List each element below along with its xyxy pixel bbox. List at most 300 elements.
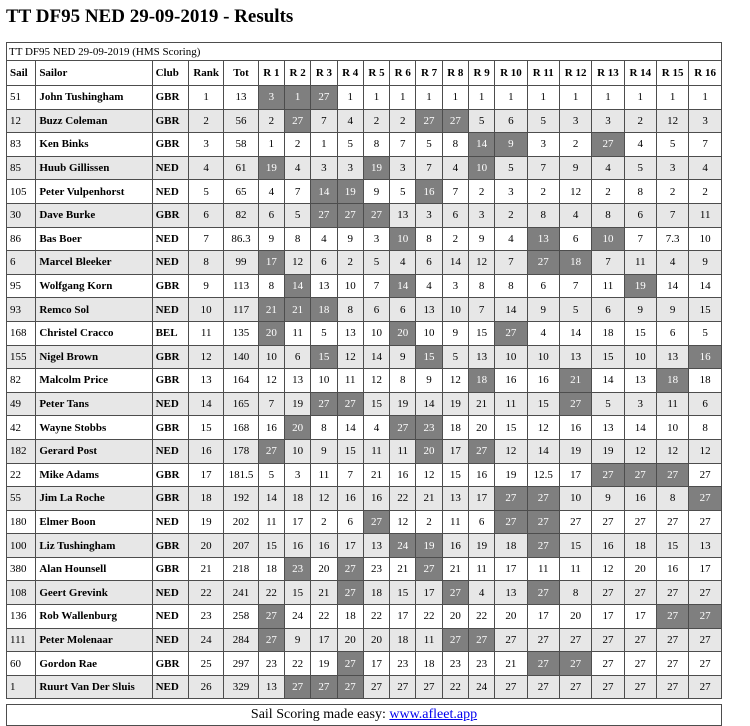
race-score: 27 xyxy=(559,510,591,534)
race-score: 7 xyxy=(592,251,624,275)
race-score: 10 xyxy=(656,416,688,440)
race-score: 13 xyxy=(416,298,442,322)
club-cell: BEL xyxy=(152,321,188,345)
race-score: 8 xyxy=(656,487,688,511)
race-score: 5 xyxy=(689,321,722,345)
table-row xyxy=(7,86,722,110)
table-row xyxy=(7,416,722,440)
race-score-discarded: 27 xyxy=(442,109,468,133)
total-cell: 65 xyxy=(224,180,258,204)
club-cell: GBR xyxy=(152,534,188,558)
column-header: R 3 xyxy=(311,61,337,86)
race-score: 7.3 xyxy=(656,227,688,251)
total-cell: 297 xyxy=(224,652,258,676)
race-score: 7 xyxy=(689,133,722,157)
race-score: 17 xyxy=(495,557,527,581)
race-score: 7 xyxy=(656,203,688,227)
race-score: 9 xyxy=(337,227,363,251)
race-score: 1 xyxy=(258,133,284,157)
race-score: 20 xyxy=(442,605,468,629)
race-score-discarded: 27 xyxy=(416,109,442,133)
race-score-discarded: 16 xyxy=(416,180,442,204)
race-score-discarded: 15 xyxy=(416,345,442,369)
sailor-cell: Ruurt Van Der Sluis xyxy=(36,675,152,699)
club-cell: NED xyxy=(152,581,188,605)
total-cell: 192 xyxy=(224,487,258,511)
race-score: 27 xyxy=(592,628,624,652)
race-score: 9 xyxy=(416,369,442,393)
race-score: 2 xyxy=(416,510,442,534)
race-score: 6 xyxy=(495,109,527,133)
table-row xyxy=(7,557,722,581)
race-score-discarded: 19 xyxy=(624,274,656,298)
race-score: 9 xyxy=(559,156,591,180)
race-score-discarded: 27 xyxy=(624,463,656,487)
race-score: 17 xyxy=(390,605,416,629)
race-score: 7 xyxy=(416,156,442,180)
total-cell: 135 xyxy=(224,321,258,345)
race-score: 5 xyxy=(311,321,337,345)
race-score: 14 xyxy=(337,416,363,440)
rank-cell: 9 xyxy=(188,274,223,298)
race-score-discarded: 27 xyxy=(337,557,363,581)
table-row xyxy=(7,274,722,298)
race-score: 12 xyxy=(656,109,688,133)
race-score: 13 xyxy=(363,534,389,558)
race-score: 4 xyxy=(592,156,624,180)
race-score: 21 xyxy=(390,557,416,581)
table-row xyxy=(7,345,722,369)
race-score: 19 xyxy=(390,392,416,416)
table-row xyxy=(7,369,722,393)
race-score-discarded: 17 xyxy=(258,251,284,275)
table-row xyxy=(7,652,722,676)
race-score: 8 xyxy=(559,581,591,605)
race-score: 22 xyxy=(311,605,337,629)
footer-cell xyxy=(7,705,722,726)
column-header: R 13 xyxy=(592,61,624,86)
race-score: 6 xyxy=(624,203,656,227)
club-cell: NED xyxy=(152,392,188,416)
race-score-discarded: 27 xyxy=(656,605,688,629)
race-score: 10 xyxy=(442,298,468,322)
race-score: 27 xyxy=(656,652,688,676)
total-cell: 58 xyxy=(224,133,258,157)
race-score: 1 xyxy=(442,86,468,110)
race-score: 8 xyxy=(624,180,656,204)
sailor-cell: Peter Tans xyxy=(36,392,152,416)
race-score: 4 xyxy=(624,133,656,157)
total-cell: 258 xyxy=(224,605,258,629)
race-score: 27 xyxy=(592,652,624,676)
race-score: 12 xyxy=(363,369,389,393)
race-score: 11 xyxy=(416,628,442,652)
race-score: 19 xyxy=(468,534,494,558)
total-cell: 241 xyxy=(224,581,258,605)
column-header: R 2 xyxy=(285,61,311,86)
race-score: 27 xyxy=(689,463,722,487)
race-score: 20 xyxy=(363,628,389,652)
race-score-discarded: 27 xyxy=(592,133,624,157)
race-score: 17 xyxy=(311,628,337,652)
race-score: 15 xyxy=(656,534,688,558)
column-header: R 8 xyxy=(442,61,468,86)
race-score: 14 xyxy=(363,345,389,369)
race-score-discarded: 10 xyxy=(592,227,624,251)
race-score: 27 xyxy=(495,628,527,652)
race-score: 16 xyxy=(468,463,494,487)
race-score: 27 xyxy=(592,581,624,605)
total-cell: 61 xyxy=(224,156,258,180)
race-score: 10 xyxy=(527,345,559,369)
race-score: 14 xyxy=(592,369,624,393)
race-score: 7 xyxy=(311,109,337,133)
race-score-discarded: 14 xyxy=(390,274,416,298)
race-score: 16 xyxy=(363,487,389,511)
rank-cell: 8 xyxy=(188,251,223,275)
race-score: 16 xyxy=(311,534,337,558)
race-score: 27 xyxy=(559,675,591,699)
rank-cell: 15 xyxy=(188,416,223,440)
rank-cell: 2 xyxy=(188,109,223,133)
race-score: 6 xyxy=(442,203,468,227)
race-score: 17 xyxy=(527,605,559,629)
race-score-discarded: 27 xyxy=(468,628,494,652)
race-score: 8 xyxy=(258,274,284,298)
race-score: 27 xyxy=(624,581,656,605)
race-score-discarded: 27 xyxy=(527,487,559,511)
table-row xyxy=(7,534,722,558)
total-cell: 181.5 xyxy=(224,463,258,487)
race-score-discarded: 27 xyxy=(337,392,363,416)
footer-text: Sail Scoring made easy: xyxy=(250,707,390,722)
race-score-discarded: 10 xyxy=(390,227,416,251)
race-score: 5 xyxy=(495,156,527,180)
race-score: 17 xyxy=(624,605,656,629)
race-score-discarded: 27 xyxy=(592,463,624,487)
race-score-discarded: 18 xyxy=(468,369,494,393)
race-score: 6 xyxy=(689,392,722,416)
race-score: 2 xyxy=(656,180,688,204)
club-cell: GBR xyxy=(152,463,188,487)
sail-cell: 30 xyxy=(7,203,36,227)
column-header: Sailor xyxy=(36,61,152,86)
race-score: 27 xyxy=(495,675,527,699)
sail-cell: 85 xyxy=(7,156,36,180)
race-score: 27 xyxy=(624,675,656,699)
race-score: 7 xyxy=(285,180,311,204)
race-score: 20 xyxy=(624,557,656,581)
race-score: 21 xyxy=(468,392,494,416)
column-header: R 1 xyxy=(258,61,284,86)
race-score: 15 xyxy=(442,463,468,487)
race-score-discarded: 18 xyxy=(311,298,337,322)
race-score: 21 xyxy=(363,463,389,487)
rank-cell: 4 xyxy=(188,156,223,180)
race-score: 1 xyxy=(527,86,559,110)
race-score: 8 xyxy=(416,227,442,251)
race-score: 19 xyxy=(285,392,311,416)
race-score: 3 xyxy=(311,156,337,180)
race-score-discarded: 20 xyxy=(285,416,311,440)
race-score: 27 xyxy=(624,652,656,676)
race-score-discarded: 1 xyxy=(285,86,311,110)
race-score-discarded: 27 xyxy=(656,463,688,487)
race-score-discarded: 16 xyxy=(689,345,722,369)
race-score-discarded: 18 xyxy=(656,369,688,393)
sailor-cell: Liz Tushingham xyxy=(36,534,152,558)
sailor-cell: Bas Boer xyxy=(36,227,152,251)
race-score-discarded: 10 xyxy=(468,156,494,180)
race-score: 4 xyxy=(285,156,311,180)
afleet-link[interactable]: www.afleet.app xyxy=(389,707,478,722)
results-table xyxy=(6,42,722,699)
sail-cell: 108 xyxy=(7,581,36,605)
race-score: 14 xyxy=(495,298,527,322)
race-score-discarded: 27 xyxy=(311,86,337,110)
race-score: 27 xyxy=(689,628,722,652)
club-cell: GBR xyxy=(152,652,188,676)
race-score: 23 xyxy=(390,652,416,676)
race-score: 10 xyxy=(363,321,389,345)
race-score: 13 xyxy=(258,675,284,699)
rank-cell: 24 xyxy=(188,628,223,652)
race-score: 6 xyxy=(337,510,363,534)
race-score: 12 xyxy=(311,487,337,511)
total-cell: 86.3 xyxy=(224,227,258,251)
sailor-cell: Geert Grevink xyxy=(36,581,152,605)
race-score: 7 xyxy=(337,463,363,487)
race-score: 27 xyxy=(656,510,688,534)
race-score: 10 xyxy=(416,321,442,345)
race-score: 4 xyxy=(416,274,442,298)
sailor-cell: Elmer Boon xyxy=(36,510,152,534)
race-score: 5 xyxy=(285,203,311,227)
race-score-discarded: 27 xyxy=(311,675,337,699)
race-score: 18 xyxy=(624,534,656,558)
header-row xyxy=(7,61,722,86)
race-score: 8 xyxy=(689,416,722,440)
race-score: 12 xyxy=(592,557,624,581)
race-score: 1 xyxy=(689,86,722,110)
race-score-discarded: 27 xyxy=(559,392,591,416)
race-score: 15 xyxy=(592,345,624,369)
race-score: 27 xyxy=(689,510,722,534)
race-score: 16 xyxy=(442,534,468,558)
race-score: 4 xyxy=(363,416,389,440)
club-cell: NED xyxy=(152,439,188,463)
race-score: 27 xyxy=(624,628,656,652)
race-score: 27 xyxy=(559,628,591,652)
race-score: 12 xyxy=(527,416,559,440)
race-score-discarded: 23 xyxy=(285,557,311,581)
race-score: 6 xyxy=(285,345,311,369)
table-row xyxy=(7,251,722,275)
race-score-discarded: 27 xyxy=(495,510,527,534)
race-score: 4 xyxy=(258,180,284,204)
table-row xyxy=(7,227,722,251)
rank-cell: 20 xyxy=(188,534,223,558)
race-score: 1 xyxy=(656,86,688,110)
race-score: 10 xyxy=(624,345,656,369)
race-score: 1 xyxy=(363,86,389,110)
race-score: 6 xyxy=(468,510,494,534)
total-cell: 99 xyxy=(224,251,258,275)
race-score: 16 xyxy=(337,487,363,511)
race-score: 7 xyxy=(390,133,416,157)
race-score: 3 xyxy=(442,274,468,298)
race-score: 13 xyxy=(559,345,591,369)
sailor-cell: Buzz Coleman xyxy=(36,109,152,133)
race-score: 9 xyxy=(258,227,284,251)
page-title: TT DF95 NED 29-09-2019 - Results xyxy=(6,6,294,27)
race-score: 22 xyxy=(468,605,494,629)
footer-table xyxy=(6,704,722,726)
race-score-discarded: 14 xyxy=(311,180,337,204)
race-score: 5 xyxy=(390,180,416,204)
race-score: 12 xyxy=(495,439,527,463)
sail-cell: 111 xyxy=(7,628,36,652)
race-score: 23 xyxy=(363,557,389,581)
race-score: 15 xyxy=(559,534,591,558)
race-score-discarded: 27 xyxy=(689,487,722,511)
total-cell: 82 xyxy=(224,203,258,227)
rank-cell: 26 xyxy=(188,675,223,699)
sail-cell: 12 xyxy=(7,109,36,133)
race-score: 12 xyxy=(337,345,363,369)
race-score-discarded: 20 xyxy=(258,321,284,345)
race-score: 10 xyxy=(689,227,722,251)
race-score: 12 xyxy=(689,439,722,463)
race-score: 6 xyxy=(527,274,559,298)
race-score: 1 xyxy=(592,86,624,110)
race-score: 6 xyxy=(258,203,284,227)
race-score: 3 xyxy=(390,156,416,180)
race-score: 17 xyxy=(468,487,494,511)
sailor-cell: Peter Molenaar xyxy=(36,628,152,652)
race-score-discarded: 27 xyxy=(337,581,363,605)
race-score: 4 xyxy=(442,156,468,180)
table-row xyxy=(7,109,722,133)
race-score: 11 xyxy=(689,203,722,227)
race-score-discarded: 20 xyxy=(390,321,416,345)
race-score: 15 xyxy=(258,534,284,558)
race-score: 10 xyxy=(559,487,591,511)
total-cell: 168 xyxy=(224,416,258,440)
race-score-discarded: 21 xyxy=(559,369,591,393)
race-score: 10 xyxy=(285,439,311,463)
column-header: R 11 xyxy=(527,61,559,86)
club-cell: GBR xyxy=(152,557,188,581)
race-score: 14 xyxy=(656,274,688,298)
race-score: 2 xyxy=(559,133,591,157)
race-score: 5 xyxy=(527,109,559,133)
race-score: 1 xyxy=(468,86,494,110)
race-score: 1 xyxy=(390,86,416,110)
race-score: 14 xyxy=(258,487,284,511)
race-score: 2 xyxy=(442,227,468,251)
race-score: 17 xyxy=(559,463,591,487)
race-score: 11 xyxy=(337,369,363,393)
race-score: 18 xyxy=(337,605,363,629)
race-score-discarded: 27 xyxy=(495,321,527,345)
race-score: 5 xyxy=(416,133,442,157)
club-cell: NED xyxy=(152,227,188,251)
race-score: 8 xyxy=(285,227,311,251)
sail-cell: 95 xyxy=(7,274,36,298)
race-score: 3 xyxy=(656,156,688,180)
race-score: 13 xyxy=(689,534,722,558)
race-score: 5 xyxy=(337,133,363,157)
race-score: 15 xyxy=(624,321,656,345)
race-score-discarded: 27 xyxy=(258,628,284,652)
club-cell: GBR xyxy=(152,274,188,298)
race-score: 13 xyxy=(311,274,337,298)
race-score-discarded: 19 xyxy=(337,180,363,204)
total-cell: 140 xyxy=(224,345,258,369)
race-score: 14 xyxy=(442,251,468,275)
race-score: 8 xyxy=(337,298,363,322)
sailor-cell: Wolfgang Korn xyxy=(36,274,152,298)
race-score: 4 xyxy=(311,227,337,251)
race-score: 22 xyxy=(363,605,389,629)
column-header: Tot xyxy=(224,61,258,86)
sail-cell: 55 xyxy=(7,487,36,511)
sailor-cell: Wayne Stobbs xyxy=(36,416,152,440)
column-header: R 4 xyxy=(337,61,363,86)
race-score: 27 xyxy=(656,628,688,652)
race-score: 7 xyxy=(559,274,591,298)
race-score: 22 xyxy=(285,652,311,676)
race-score: 7 xyxy=(624,227,656,251)
race-score: 2 xyxy=(495,203,527,227)
race-score: 21 xyxy=(311,581,337,605)
race-score: 12 xyxy=(285,251,311,275)
race-score: 2 xyxy=(689,180,722,204)
race-score: 21 xyxy=(442,557,468,581)
club-cell: GBR xyxy=(152,487,188,511)
race-score: 9 xyxy=(468,227,494,251)
sail-cell: 82 xyxy=(7,369,36,393)
rank-cell: 17 xyxy=(188,463,223,487)
table-caption: TT DF95 NED 29-09-2019 (HMS Scoring) xyxy=(7,43,722,61)
race-score: 13 xyxy=(624,369,656,393)
sail-cell: 86 xyxy=(7,227,36,251)
race-score-discarded: 27 xyxy=(363,510,389,534)
race-score: 11 xyxy=(468,557,494,581)
table-row xyxy=(7,180,722,204)
race-score: 4 xyxy=(337,109,363,133)
race-score: 11 xyxy=(363,439,389,463)
column-header: R 16 xyxy=(689,61,722,86)
table-caption-row xyxy=(7,43,722,61)
race-score: 6 xyxy=(559,227,591,251)
race-score: 9 xyxy=(311,439,337,463)
race-score-discarded: 27 xyxy=(363,203,389,227)
race-score: 18 xyxy=(390,628,416,652)
race-score-discarded: 23 xyxy=(416,416,442,440)
race-score: 2 xyxy=(363,109,389,133)
race-score: 16 xyxy=(285,534,311,558)
race-score: 21 xyxy=(416,487,442,511)
race-score-discarded: 14 xyxy=(468,133,494,157)
club-cell: GBR xyxy=(152,133,188,157)
sailor-cell: Peter Vulpenhorst xyxy=(36,180,152,204)
race-score: 12 xyxy=(390,510,416,534)
race-score: 12 xyxy=(442,369,468,393)
rank-cell: 25 xyxy=(188,652,223,676)
rank-cell: 21 xyxy=(188,557,223,581)
